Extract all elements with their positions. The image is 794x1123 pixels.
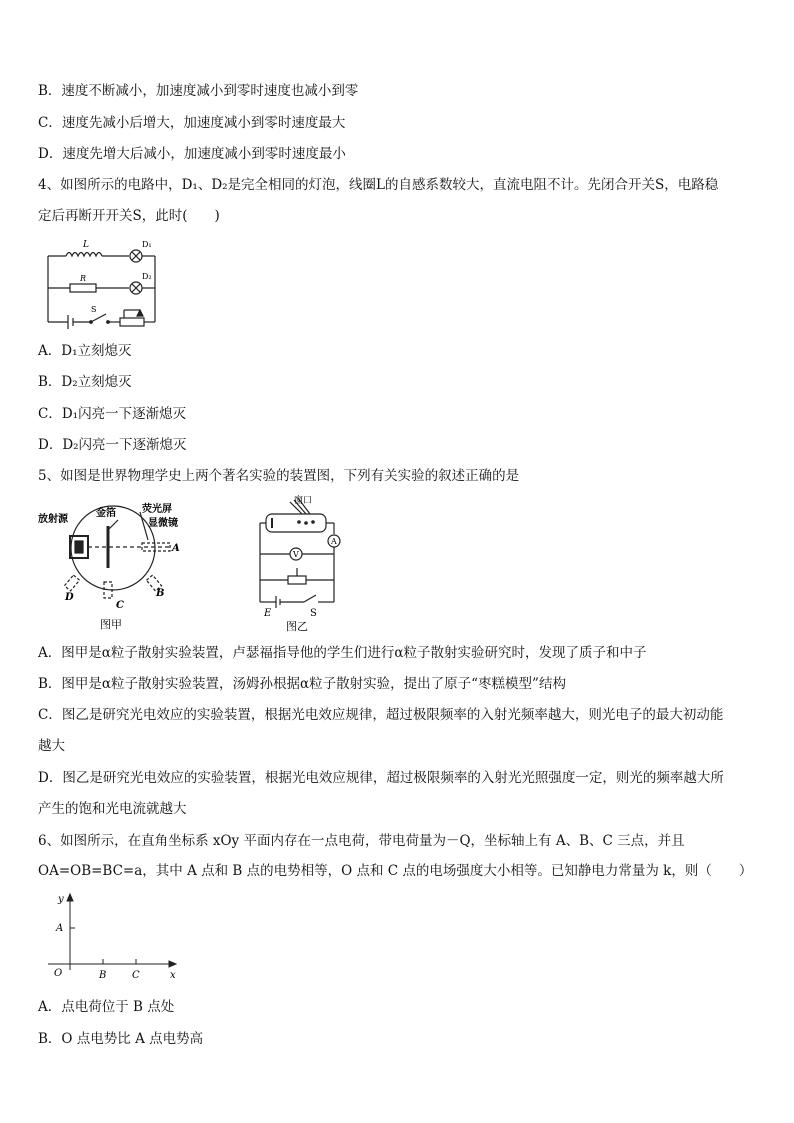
q5-fig1-label-b: B	[156, 588, 165, 599]
q4-stem-line2: 定后再断开开关S，此时( )	[38, 208, 220, 224]
q4-option-b: B．D₂立刻熄灭	[38, 374, 132, 390]
q4-option-a: A．D₁立刻熄灭	[38, 343, 132, 359]
q5-figure-a-alpha-scattering	[38, 496, 198, 634]
q3-option-b: B．速度不断减小，加速度减小到零时速度也减小到零	[38, 83, 359, 99]
q3-option-d: D．速度先增大后减小，加速度减小到零时速度最小	[38, 146, 346, 162]
q5-fig1-label-c: C	[116, 600, 124, 611]
q6-option-b: B．O 点电势比 A 点电势高	[38, 1031, 204, 1047]
q6-coordinate-diagram	[44, 890, 184, 980]
q5-figure-b-photoelectric	[254, 492, 354, 634]
q5-fig2-label-v: V	[293, 550, 299, 559]
q4-stem-line1: 4、如图所示的电路中，D₁、D₂是完全相同的灯泡，线圈L的自感系数较大，直流电阻不计。先闭合开关S，电路稳	[38, 177, 719, 193]
q5-fig2-label-s: S	[310, 608, 317, 619]
q5-fig1-label-a: A	[172, 543, 180, 554]
q6-fig-label-b: B	[99, 970, 107, 980]
q4-option-d: D．D₂闪亮一下逐渐熄灭	[38, 437, 187, 453]
q6-fig-label-c: C	[132, 970, 140, 980]
q4-fig-label-d1: D₁	[142, 240, 152, 249]
q5-fig1-caption: 图甲	[100, 618, 122, 631]
q5-option-d-line1: D．图乙是研究光电效应的实验装置，根据光电效应规律，超过极限频率的入射光光照强度一定，则光的频率越大所	[38, 770, 724, 786]
q6-option-a: A．点电荷位于 B 点处	[38, 999, 175, 1015]
q4-fig-label-d2: D₂	[142, 272, 152, 281]
q5-stem: 5、如图是世界物理学史上两个著名实验的装置图，下列有关实验的叙述正确的是	[38, 468, 520, 484]
q4-fig-label-l: L	[83, 240, 89, 250]
q5-fig1-label-foil: 金箔	[96, 508, 116, 519]
q6-stem-line2: OA=OB=BC=a，其中 A 点和 B 点的电势相等，O 点和 C 点的电场强度大小相等。已知静电力常量为 k，则（ ）	[38, 863, 753, 879]
q4-circuit-diagram	[40, 236, 170, 330]
q5-fig2-label-e: E	[264, 608, 272, 619]
q5-fig1-label-microscope: 显微镜	[148, 518, 178, 529]
q5-fig2-label-a: A	[331, 537, 337, 546]
q5-option-c-line1: C．图乙是研究光电效应的实验装置，根据光电效应规律，超过极限频率的入射光频率越大，则光电子的最大初动能	[38, 707, 724, 723]
q6-fig-label-x: x	[170, 970, 176, 980]
q6-stem-line1: 6、如图所示，在直角坐标系 xOy 平面内存在一点电荷，带电荷量为－Q，坐标轴上有 A、B、C 三点，并且	[38, 833, 685, 849]
q6-fig-label-y: y	[58, 894, 64, 905]
q5-option-d-line2: 产生的饱和光电流就越大	[38, 801, 187, 817]
q5-option-c-line2: 越大	[38, 738, 65, 754]
q5-fig1-label-source: 放射源	[38, 514, 68, 525]
q5-option-b: B．图甲是α粒子散射实验装置，汤姆孙根据α粒子散射实验，提出了原子“枣糕模型”结构	[38, 676, 566, 692]
q5-option-a: A．图甲是α粒子散射实验装置，卢瑟福指导他的学生们进行α粒子散射实验研究时，发现了质子和中子	[38, 645, 647, 661]
q6-fig-label-o: O	[54, 968, 63, 979]
q5-fig2-label-window: 窗口	[294, 496, 313, 506]
q4-fig-label-r: R	[80, 274, 87, 283]
q5-fig1-label-screen: 荧光屏	[142, 504, 172, 515]
q4-option-c: C．D₁闪亮一下逐渐熄灭	[38, 406, 187, 422]
q6-fig-label-a: A	[56, 923, 64, 934]
q4-fig-label-s: S	[91, 305, 97, 314]
q3-option-c: C．速度先减小后增大，加速度减小到零时速度最大	[38, 115, 346, 131]
q5-fig2-caption: 图乙	[286, 620, 308, 633]
q5-fig1-label-d: D	[65, 592, 74, 603]
